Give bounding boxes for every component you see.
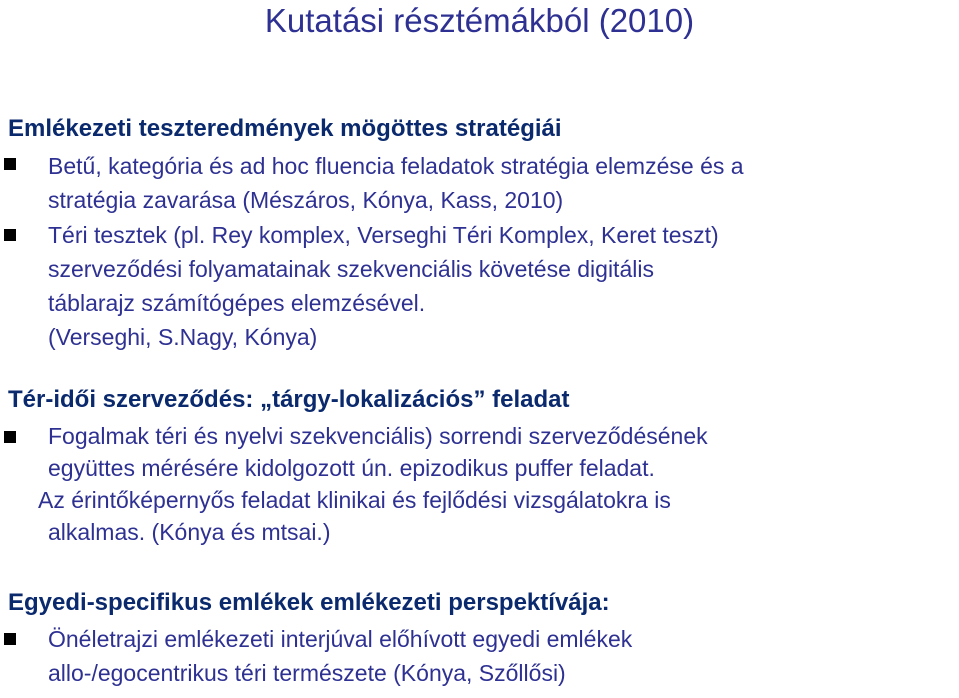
paragraph-line: Fogalmak téri és nyelvi szekvenciális) sorrendi szerveződésének bbox=[48, 423, 708, 449]
square-bullet-icon bbox=[4, 431, 16, 443]
paragraph-line: Az érintőképernyős feladat klinikai és fejlődési vizsgálatokra is bbox=[38, 487, 671, 513]
paragraph-touchscreen-task bbox=[38, 484, 671, 548]
paragraph-line: Betű, kategória és ad hoc fluencia feladatok stratégia elemzése és a bbox=[48, 153, 744, 179]
square-bullet-icon bbox=[4, 633, 16, 645]
paragraph-line: táblarajz számítógépes elemzésével. bbox=[48, 290, 426, 316]
paragraph-autobiographical-interview bbox=[48, 622, 632, 690]
paragraph-line: Téri tesztek (pl. Rey komplex, Verseghi Téri Komplex, Keret teszt) bbox=[48, 222, 719, 248]
paragraph-fluency-strategy bbox=[48, 149, 744, 217]
paragraph-line: együttes mérésére kidolgozott ún. epizodikus puffer feladat. bbox=[48, 455, 655, 481]
paragraph-spatial-tests bbox=[48, 218, 719, 354]
section-heading-spatiotemporal: Tér-idői szerveződés: „tárgy-lokalizációs” feladat bbox=[8, 386, 570, 413]
square-bullet-icon bbox=[4, 229, 16, 241]
section-heading-memory-strategies: Emlékezeti teszteredmények mögöttes stratégiái bbox=[8, 115, 562, 142]
slide-title: Kutatási résztémákból (2010) bbox=[264, 2, 695, 39]
section-heading-autobiographical: Egyedi-specifikus emlékek emlékezeti perspektívája: bbox=[8, 589, 610, 616]
paragraph-line: stratégia zavarása (Mészáros, Kónya, Kass, 2010) bbox=[48, 187, 564, 213]
paragraph-line: szerveződési folyamatainak szekvenciális követése digitális bbox=[48, 256, 654, 282]
square-bullet-icon bbox=[4, 158, 16, 170]
paragraph-episodic-buffer bbox=[48, 420, 708, 484]
paragraph-line: (Verseghi, S.Nagy, Kónya) bbox=[48, 324, 318, 350]
paragraph-line: allo-/egocentrikus téri természete (Kónya, Szőllősi) bbox=[48, 660, 566, 686]
paragraph-line: alkalmas. (Kónya és mtsai.) bbox=[48, 519, 331, 545]
paragraph-line: Önéletrajzi emlékezeti interjúval előhívott egyedi emlékek bbox=[48, 626, 633, 652]
